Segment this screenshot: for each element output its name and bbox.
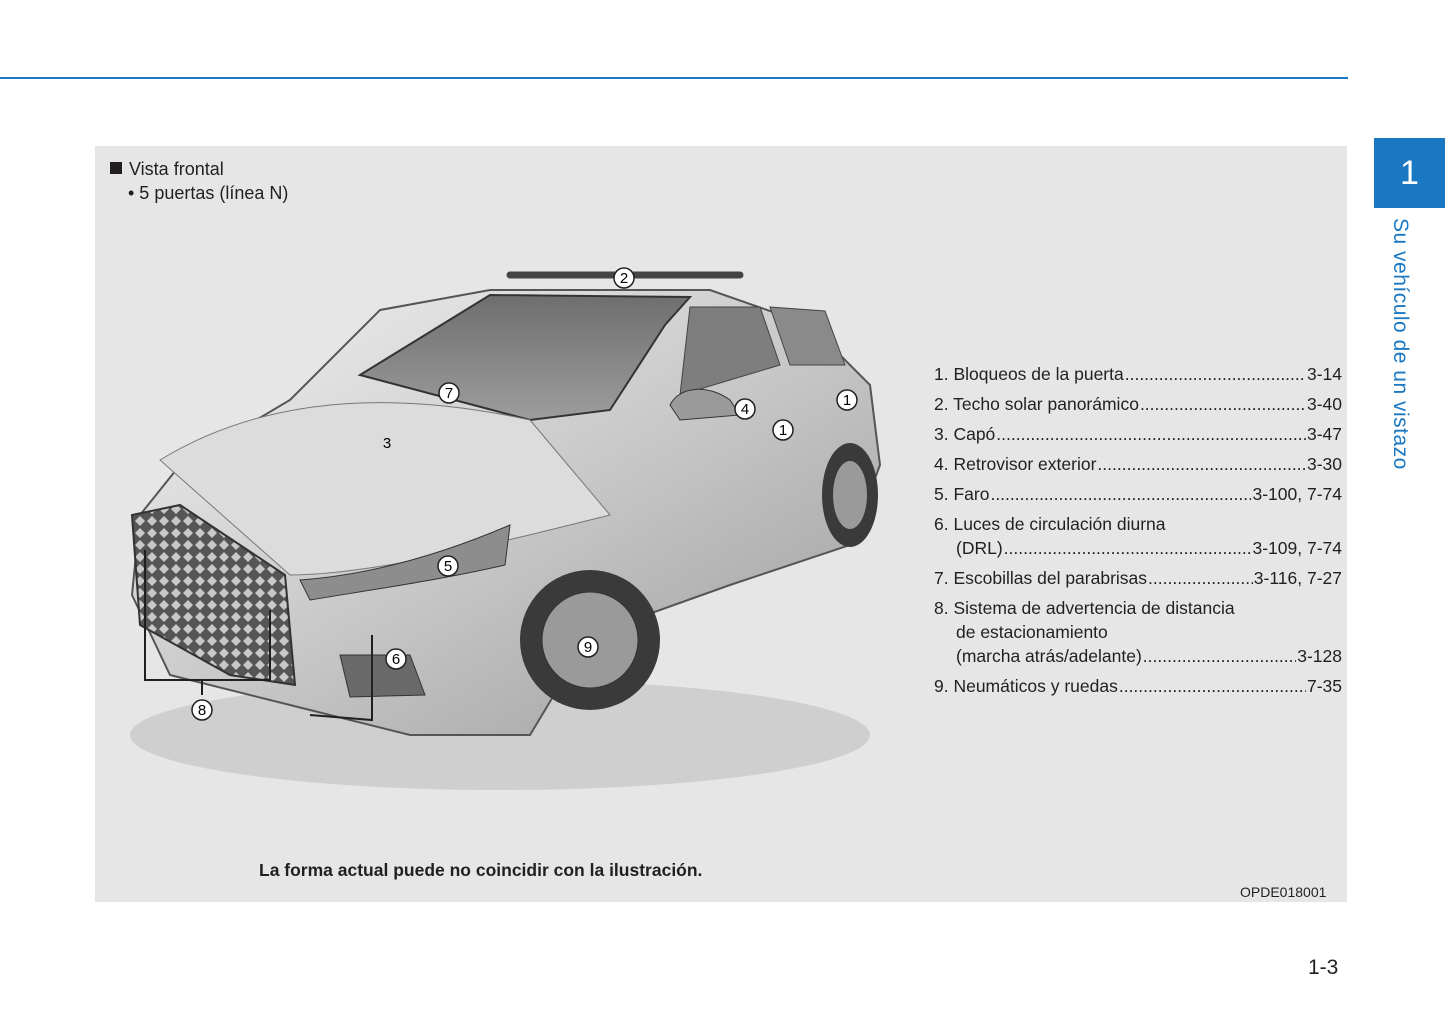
leader-dots [1097, 452, 1306, 476]
legend-page-ref: 3-14 [1306, 364, 1342, 384]
legend-item-tires [934, 674, 1342, 698]
legend-label-cont: (marcha atrás/adelante) [956, 646, 1142, 666]
svg-text:6: 6 [391, 651, 401, 668]
legend-label: 5. Faro [934, 484, 990, 504]
legend-label: 8. Sistema de advertencia de distancia [934, 598, 1235, 618]
legend-page-ref: 7-35 [1306, 676, 1342, 696]
callout-9-tires [578, 637, 598, 657]
section-heading [110, 157, 224, 181]
legend-item-hood [934, 422, 1342, 446]
svg-text:4: 4 [740, 401, 750, 418]
svg-text:5: 5 [443, 558, 453, 575]
legend-item-door-locks [934, 362, 1342, 386]
illustration-disclaimer: La forma actual puede no coincidir con la ilustración. [259, 860, 703, 880]
legend-item-headlight [934, 482, 1342, 506]
section-subheading: • 5 puertas (línea N) [128, 183, 289, 203]
square-bullet-icon [110, 162, 122, 174]
rear-rim [833, 461, 867, 529]
svg-text:1: 1 [842, 392, 852, 409]
fog-light [340, 655, 425, 697]
leader-dots [990, 482, 1251, 506]
callout-2-sunroof [614, 268, 634, 288]
legend-page-ref: 3-40 [1306, 394, 1342, 414]
leader-dots [1140, 392, 1306, 416]
svg-text:1: 1 [778, 422, 788, 439]
callout-1-door-lock-front [773, 420, 793, 440]
legend-label-cont: (DRL) [956, 538, 1003, 558]
legend-page-ref: 3-47 [1306, 424, 1342, 444]
legend-label: 6. Luces de circulación diurna [934, 514, 1166, 534]
leader-dots [1148, 566, 1253, 590]
leader-dots [1119, 674, 1306, 698]
legend-label: 1. Bloqueos de la puerta [934, 364, 1124, 384]
legend-item-mirror [934, 452, 1342, 476]
callout-7-wipers [439, 383, 459, 403]
legend-item-sunroof [934, 392, 1342, 416]
callout-6-drl [386, 649, 406, 669]
legend-page-ref: 3-100, 7-74 [1252, 484, 1342, 504]
section-heading-text: Vista frontal [129, 159, 224, 179]
legend-label: 4. Retrovisor exterior [934, 454, 1097, 474]
legend-page-ref: 3-116, 7-27 [1253, 568, 1342, 588]
image-code: OPDE018001 [1240, 884, 1327, 900]
svg-text:9: 9 [583, 639, 593, 656]
legend-label-cont: de estacionamiento [956, 622, 1108, 642]
legend-label: 9. Neumáticos y ruedas [934, 676, 1118, 696]
leader-dots [1125, 362, 1306, 386]
callout-8-parking-sensors [192, 700, 212, 720]
leader-dots [1004, 536, 1252, 560]
svg-text:8: 8 [197, 702, 207, 719]
top-rule [0, 77, 1348, 79]
callout-5-headlight [438, 556, 458, 576]
leader-dots [996, 422, 1306, 446]
callout-4-mirror [735, 399, 755, 419]
legend-item-parking-sensors [934, 596, 1342, 668]
svg-text:3: 3 [382, 435, 392, 452]
page-number: 1-3 [1308, 956, 1339, 979]
car-front-view-illustration [110, 215, 890, 855]
legend-label: 7. Escobillas del parabrisas [934, 568, 1148, 588]
legend-item-wipers [934, 566, 1342, 590]
legend-page-ref: 3-128 [1297, 646, 1342, 666]
svg-text:2: 2 [619, 270, 629, 287]
legend-label: 2. Techo solar panorámico [934, 394, 1139, 414]
legend-page-ref: 3-109, 7-74 [1252, 538, 1342, 558]
legend-label: 3. Capó [934, 424, 996, 444]
legend-item-drl [934, 512, 1342, 560]
parts-legend [934, 362, 1342, 704]
chapter-tab: 1 [1374, 138, 1445, 208]
leader-dots [1143, 644, 1296, 668]
svg-text:7: 7 [444, 385, 454, 402]
legend-page-ref: 3-30 [1306, 454, 1342, 474]
chapter-title: Su vehículo de un vistazo [1389, 218, 1412, 470]
callout-3-hood [383, 435, 391, 452]
callout-1-door-lock [837, 390, 857, 410]
